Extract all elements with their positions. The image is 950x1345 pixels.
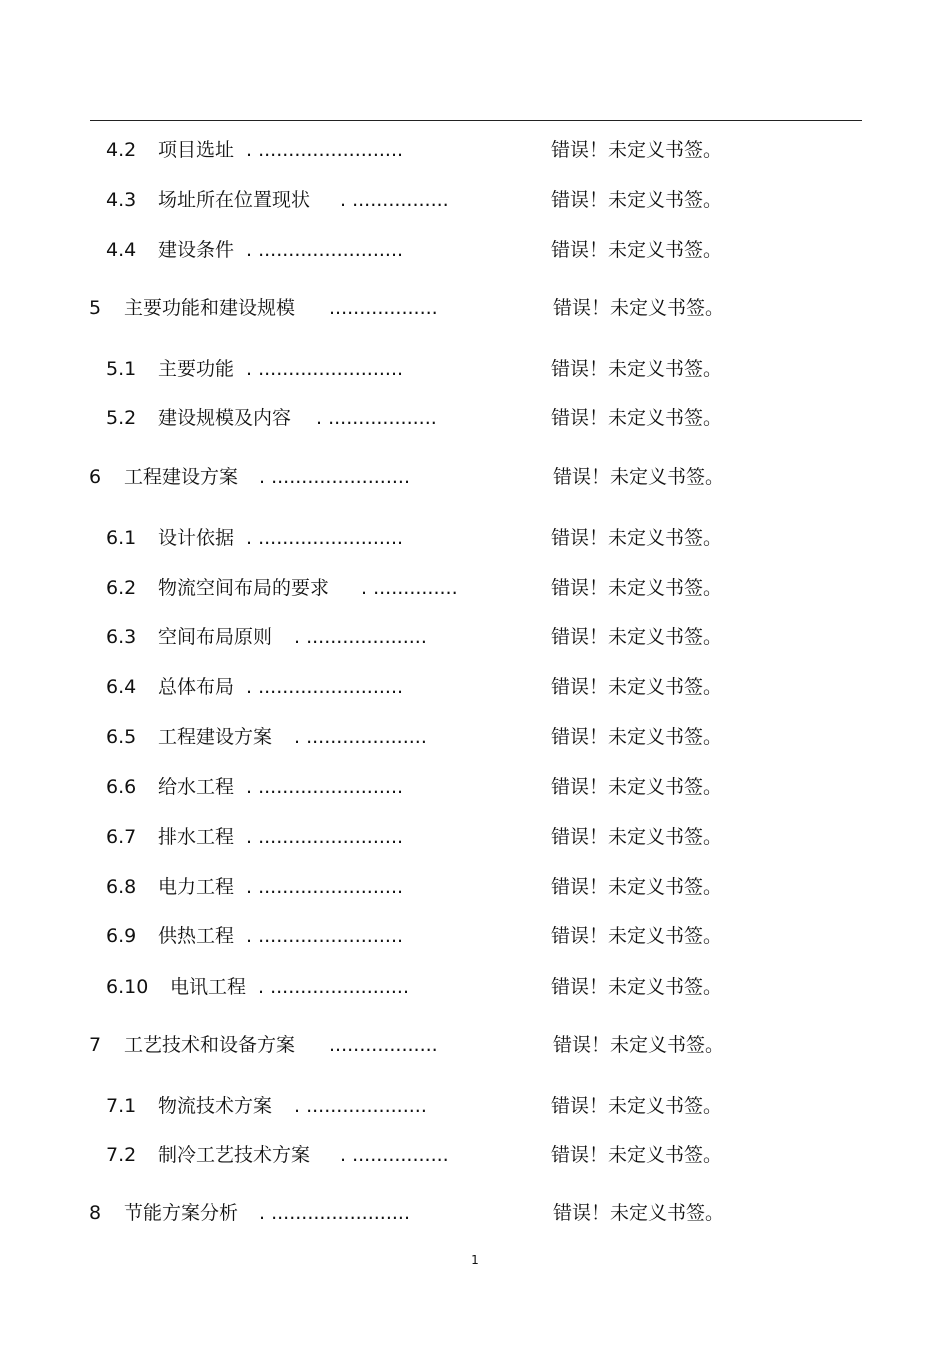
- toc-entry-6-3[interactable]: [0, 622, 950, 652]
- toc-title: 给水工程: [158, 776, 235, 798]
- toc-title: 主要功能: [158, 358, 235, 380]
- toc-leader-dots: . ........................: [246, 925, 404, 947]
- toc-page-ref: 错误！未定义书签。: [551, 1095, 723, 1117]
- toc-entry-7-2[interactable]: [0, 1140, 950, 1170]
- toc-page-ref: 错误！未定义书签。: [551, 925, 723, 947]
- toc-page-ref: 错误！未定义书签。: [551, 676, 723, 698]
- toc-leader-dots: . ........................: [246, 527, 404, 549]
- toc-page-ref: 错误！未定义书签。: [551, 876, 723, 898]
- toc-leader-dots: . ................: [340, 1144, 449, 1166]
- toc-leader-dots: . .......................: [259, 466, 410, 488]
- toc-entry-6-5[interactable]: [0, 722, 950, 752]
- toc-title: 物流技术方案: [158, 1095, 273, 1117]
- toc-entry-6-8[interactable]: [0, 872, 950, 902]
- toc-page-ref: 错误！未定义书签。: [551, 239, 723, 261]
- toc-title: 场址所在位置现状: [158, 189, 311, 211]
- toc-number: 5.1: [106, 358, 137, 380]
- toc-number: 4.2: [106, 139, 137, 161]
- toc-leader-dots: . ....................: [294, 1095, 427, 1117]
- toc-leader-dots: . .......................: [258, 976, 409, 998]
- toc-number: 6.7: [106, 826, 137, 848]
- toc-number: 6.4: [106, 676, 137, 698]
- toc-page-ref: 错误！未定义书签。: [551, 527, 723, 549]
- toc-entry-6-1[interactable]: [0, 523, 950, 553]
- toc-title: 主要功能和建设规模: [124, 297, 296, 319]
- toc-entry-8[interactable]: [0, 1198, 950, 1228]
- toc-page-ref: 错误！未定义书签。: [551, 626, 723, 648]
- toc-entry-6-2[interactable]: [0, 573, 950, 603]
- toc-page-ref: 错误！未定义书签。: [551, 139, 723, 161]
- toc-entry-6-7[interactable]: [0, 822, 950, 852]
- toc-entry-5-2[interactable]: [0, 403, 950, 433]
- toc-page-ref: 错误！未定义书签。: [553, 466, 725, 488]
- toc-page-ref: 错误！未定义书签。: [551, 1144, 723, 1166]
- toc-entry-5[interactable]: [0, 293, 950, 323]
- toc-title: 排水工程: [158, 826, 235, 848]
- toc-number: 6.5: [106, 726, 137, 748]
- toc-entry-5-1[interactable]: [0, 354, 950, 384]
- toc-title: 工艺技术和设备方案: [124, 1034, 296, 1056]
- toc-number: 8: [89, 1202, 102, 1224]
- page-number: 1: [471, 1253, 479, 1267]
- toc-page-ref: 错误！未定义书签。: [551, 358, 723, 380]
- toc-leader-dots: . ........................: [246, 826, 404, 848]
- toc-leader-dots: . ........................: [246, 676, 404, 698]
- toc-page-ref: 错误！未定义书签。: [551, 189, 723, 211]
- toc-leader-dots: . ..................: [316, 407, 437, 429]
- toc-entry-6-6[interactable]: [0, 772, 950, 802]
- toc-leader-dots: ..................: [329, 297, 438, 319]
- toc-leader-dots: . ....................: [294, 726, 427, 748]
- toc-number: 6.3: [106, 626, 137, 648]
- toc-number: 6: [89, 466, 102, 488]
- toc-entry-4-4[interactable]: [0, 235, 950, 265]
- toc-number: 7.1: [106, 1095, 137, 1117]
- toc-title: 工程建设方案: [158, 726, 273, 748]
- toc-page-ref: 错误！未定义书签。: [553, 1202, 725, 1224]
- toc-number: 6.6: [106, 776, 137, 798]
- toc-title: 设计依据: [158, 527, 235, 549]
- toc-number: 7: [89, 1034, 102, 1056]
- toc-page-ref: 错误！未定义书签。: [551, 577, 723, 599]
- toc-title: 物流空间布局的要求: [158, 577, 330, 599]
- toc-entry-6-9[interactable]: [0, 921, 950, 951]
- toc-number: 6.10: [106, 976, 149, 998]
- toc-number: 7.2: [106, 1144, 137, 1166]
- toc-page-ref: 错误！未定义书签。: [551, 776, 723, 798]
- toc-title: 节能方案分析: [124, 1202, 239, 1224]
- toc-entry-7-1[interactable]: [0, 1091, 950, 1121]
- toc-title: 空间布局原则: [158, 626, 273, 648]
- toc-leader-dots: . .......................: [259, 1202, 410, 1224]
- toc-title: 制冷工艺技术方案: [158, 1144, 311, 1166]
- toc-entry-6-4[interactable]: [0, 672, 950, 702]
- toc-title: 项目选址: [158, 139, 235, 161]
- toc-title: 供热工程: [158, 925, 235, 947]
- toc-page-ref: 错误！未定义书签。: [553, 297, 725, 319]
- toc-entry-6[interactable]: [0, 462, 950, 492]
- toc-leader-dots: . ........................: [246, 239, 404, 261]
- toc-entry-7[interactable]: [0, 1030, 950, 1060]
- toc-leader-dots: . ........................: [246, 358, 404, 380]
- toc-entry-4-3[interactable]: [0, 185, 950, 215]
- toc-number: 4.3: [106, 189, 137, 211]
- toc-title: 建设条件: [158, 239, 235, 261]
- toc-number: 5.2: [106, 407, 137, 429]
- toc-entry-4-2[interactable]: [0, 135, 950, 165]
- toc-page-ref: 错误！未定义书签。: [551, 976, 723, 998]
- toc-entry-6-10[interactable]: [0, 972, 950, 1002]
- toc-page-ref: 错误！未定义书签。: [553, 1034, 725, 1056]
- toc-leader-dots: . ................: [340, 189, 449, 211]
- toc-leader-dots: . ........................: [246, 139, 404, 161]
- toc-leader-dots: . ..............: [361, 577, 458, 599]
- header-rule: [90, 120, 862, 121]
- toc-title: 工程建设方案: [124, 466, 239, 488]
- toc-title: 建设规模及内容: [158, 407, 292, 429]
- toc-title: 总体布局: [158, 676, 235, 698]
- toc-page-ref: 错误！未定义书签。: [551, 826, 723, 848]
- toc-leader-dots: . ........................: [246, 776, 404, 798]
- toc-leader-dots: . ........................: [246, 876, 404, 898]
- toc-leader-dots: . ....................: [294, 626, 427, 648]
- toc-title: 电讯工程: [170, 976, 247, 998]
- toc-number: 6.1: [106, 527, 137, 549]
- toc-title: 电力工程: [158, 876, 235, 898]
- toc-page-ref: 错误！未定义书签。: [551, 726, 723, 748]
- toc-page-ref: 错误！未定义书签。: [551, 407, 723, 429]
- toc-number: 6.9: [106, 925, 137, 947]
- toc-leader-dots: ..................: [329, 1034, 438, 1056]
- toc-number: 6.8: [106, 876, 137, 898]
- toc-number: 4.4: [106, 239, 137, 261]
- toc-number: 6.2: [106, 577, 137, 599]
- toc-number: 5: [89, 297, 102, 319]
